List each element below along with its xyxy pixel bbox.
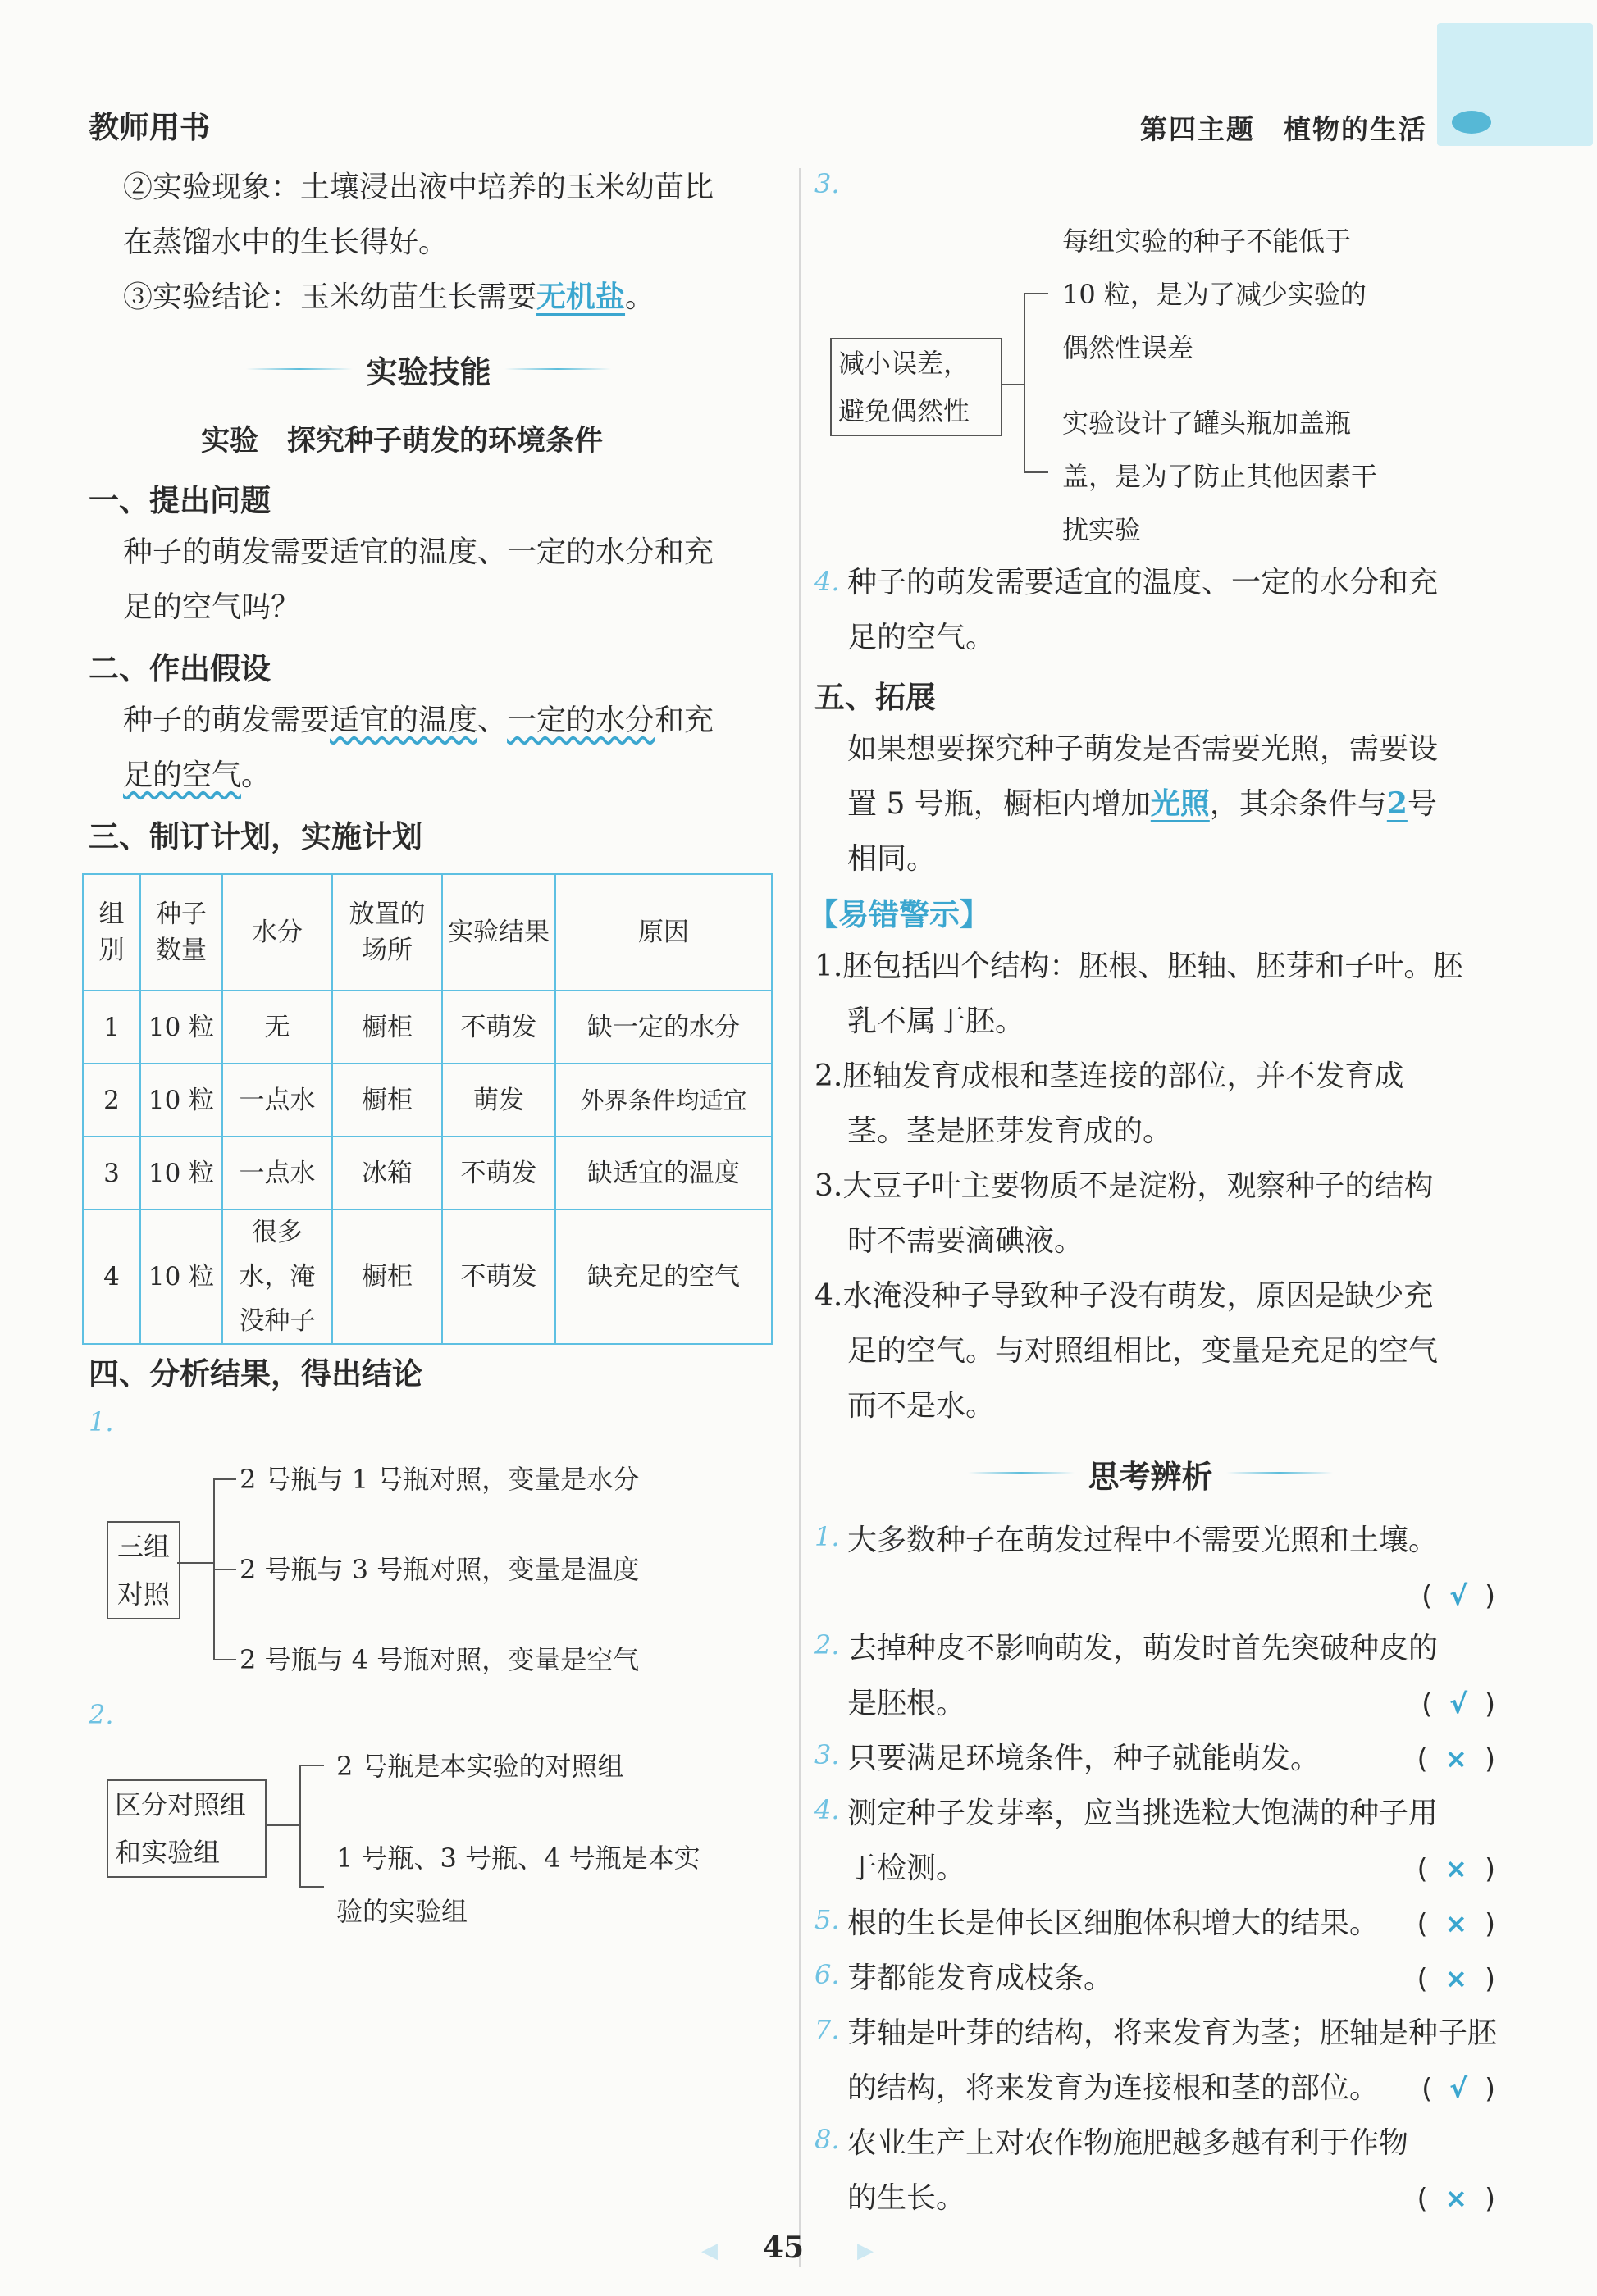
- item-number: 4.: [814, 566, 840, 597]
- table-header: 原因: [555, 874, 772, 991]
- tree2-bracket: [299, 1765, 301, 1888]
- table-header: 种子数量: [140, 874, 222, 991]
- step-1-line-2: 足的空气吗？: [123, 590, 301, 624]
- hypothesis-water: 一定的水分: [507, 704, 655, 737]
- judgement-number: 6.: [814, 1959, 840, 1990]
- table-cell: 缺一定的水分: [555, 991, 772, 1064]
- hypothesis-end: 。: [241, 758, 271, 792]
- table-row: [83, 1210, 772, 1344]
- cross-mark-icon: ×: [1444, 1962, 1468, 1994]
- judgement-item: [814, 1621, 1495, 1731]
- conclusion-end: 。: [625, 280, 655, 314]
- judgement-number: 4.: [814, 1794, 840, 1825]
- warning-heading: 【易错警示】: [808, 897, 990, 932]
- page-number: 45: [763, 2230, 805, 2265]
- step-1-heading: 一、提出问题: [89, 483, 271, 518]
- judgement-answer: ( √ ): [1421, 2072, 1495, 2104]
- extension-line-3: 相同。: [847, 842, 937, 876]
- table-cell: 缺适宜的温度: [555, 1137, 772, 1210]
- table-cell: 10 粒: [140, 1210, 222, 1344]
- section-deco-right: [504, 368, 611, 370]
- warning-line: 2.胚轴发育成根和茎连接的部位，并不发育成: [814, 1059, 1404, 1093]
- table-cell: 萌发: [442, 1064, 555, 1137]
- judgement-answer: ( × ): [1417, 1852, 1495, 1884]
- judgement-number: 8.: [814, 2124, 840, 2155]
- judgement-text: 农业生产上对农作物施肥越多越有利于作物: [847, 2126, 1409, 2160]
- tree3-bracket: [1024, 293, 1025, 473]
- judgement-text: 去掉种皮不影响萌发，萌发时首先突破种皮的: [847, 1632, 1439, 1665]
- warning-line: 3.大豆子叶主要物质不是淀粉，观察种子的结构: [814, 1169, 1434, 1203]
- table-cell: 一点水: [222, 1064, 332, 1137]
- tree3-branch-1-line: 每组实验的种子不能低于: [1062, 226, 1352, 257]
- tree1-branch: 2 号瓶与 3 号瓶对照，变量是温度: [240, 1554, 640, 1585]
- table-cell: 10 粒: [140, 991, 222, 1064]
- judgement-item: [814, 2006, 1498, 2116]
- table-cell: 2: [83, 1064, 140, 1137]
- judgement-text: 芽轴是叶芽的结构，将来发育为茎；胚轴是种子胚: [847, 2016, 1498, 2050]
- table-cell: 4: [83, 1210, 140, 1344]
- table-cell: 冰箱: [332, 1137, 442, 1210]
- column-divider: [799, 168, 801, 2267]
- hypothesis-line-1: [123, 693, 714, 748]
- table-cell: 一点水: [222, 1137, 332, 1210]
- extension-text: 号: [1407, 787, 1437, 821]
- judgement-text: 的结构，将来发育为连接根和茎的部位。: [847, 2071, 1380, 2105]
- judgement-answer: ( × ): [1417, 2182, 1495, 2214]
- table-cell: 橱柜: [332, 1210, 442, 1344]
- cross-mark-icon: ×: [1444, 1742, 1468, 1774]
- tree2-branch: 2 号瓶是本实验的对照组: [336, 1751, 624, 1782]
- step-2-heading: 二、作出假设: [89, 651, 271, 686]
- table-cell: 橱柜: [332, 991, 442, 1064]
- judgement-number: 3.: [814, 1739, 840, 1770]
- header-book-label: 教师用书: [89, 110, 210, 145]
- header-chapter-title: 第四主题 植物的生活: [1140, 113, 1427, 145]
- table-cell: 橱柜: [332, 1064, 442, 1137]
- tree1-tick: [213, 1569, 236, 1570]
- judgement-text: 测定种子发芽率，应当挑选粒大饱满的种子用: [847, 1797, 1439, 1830]
- judgement-text: 于检测。: [847, 1852, 966, 1885]
- extension-text: ，其余条件与: [1209, 787, 1387, 821]
- table-cell: 10 粒: [140, 1064, 222, 1137]
- extension-answer-bottle: 2: [1386, 786, 1408, 821]
- table-header: 放置的场所: [332, 874, 442, 991]
- tree2-root-box: 区分对照组和实验组: [107, 1779, 267, 1878]
- tree3-root-box: 减小误差，避免偶然性: [830, 338, 1002, 436]
- extension-line-1: 如果想要探究种子萌发是否需要光照，需要设: [847, 732, 1439, 766]
- table-cell: 不萌发: [442, 991, 555, 1064]
- cross-mark-icon: ×: [1444, 1907, 1468, 1939]
- table-cell: 3: [83, 1137, 140, 1210]
- table-cell: 10 粒: [140, 1137, 222, 1210]
- answer-4-line-1: 种子的萌发需要适宜的温度、一定的水分和充: [847, 566, 1439, 599]
- section-deco-left: [246, 368, 353, 370]
- hypothesis-temp: 适宜的温度: [330, 704, 478, 737]
- section-title-skills: 实验技能: [366, 354, 491, 390]
- warning-line: 1.胚包括四个结构：胚根、胚轴、胚芽和子叶。胚: [814, 950, 1463, 983]
- step-3-heading: 三、制订计划，实施计划: [89, 819, 422, 854]
- judgement-text: 的生长。: [847, 2181, 966, 2215]
- table-cell: 缺充足的空气: [555, 1210, 772, 1344]
- tree3-branch-2-line: 实验设计了罐头瓶加盖瓶: [1062, 408, 1352, 439]
- tree2-branch: 验的实验组: [336, 1896, 468, 1927]
- extension-text: 置 5 号瓶，橱柜内增加: [847, 787, 1151, 821]
- tree1-tick: [213, 1659, 236, 1660]
- judgement-answer: ( √ ): [1421, 1579, 1495, 1611]
- table-row: [83, 991, 772, 1064]
- sprout-icon: [1452, 111, 1491, 134]
- conclusion-line: [123, 270, 655, 325]
- judgement-text: 根的生长是伸长区细胞体积增大的结果。: [847, 1906, 1380, 1940]
- warning-line: 足的空气。与对照组相比，变量是充足的空气: [847, 1334, 1439, 1368]
- table-header: 水分: [222, 874, 332, 991]
- extension-line-2: [847, 777, 1437, 831]
- tree1-root-box: 三组对照: [107, 1521, 180, 1620]
- observation-line-1: ②实验现象：土壤浸出液中培养的玉米幼苗比: [123, 171, 714, 204]
- step-5-heading: 五、拓展: [814, 680, 936, 715]
- table-row: [83, 1137, 772, 1210]
- hypothesis-air: 足的空气: [123, 758, 242, 792]
- warning-line: 而不是水。: [847, 1389, 996, 1423]
- observation-line-2: 在蒸馏水中的生长得好。: [123, 226, 449, 259]
- warning-line: 时不需要滴碘液。: [847, 1224, 1084, 1258]
- experiment-table: [82, 873, 773, 1345]
- warning-line: 4.水淹没种子导致种子没有萌发，原因是缺少充: [814, 1279, 1434, 1313]
- tree3-branch-1-line: 偶然性误差: [1062, 332, 1194, 363]
- table-cell: 不萌发: [442, 1210, 555, 1344]
- item-number: 3.: [814, 168, 840, 199]
- judgement-item: [814, 2116, 1495, 2225]
- tree3-branch-2-line: 盖，是为了防止其他因素干: [1062, 461, 1378, 492]
- tree3-tick: [1024, 472, 1048, 473]
- hypothesis-text: 种子的萌发需要: [123, 704, 331, 737]
- tree2-tick: [299, 1765, 324, 1766]
- section-deco-left: [968, 1472, 1075, 1474]
- answer-4-line-2: 足的空气。: [847, 621, 996, 654]
- check-mark-icon: √: [1449, 1579, 1468, 1611]
- tree2-connector: [267, 1824, 299, 1826]
- hypothesis-sep: 、: [477, 704, 508, 737]
- conclusion-text: ③实验结论：玉米幼苗生长需要: [123, 280, 537, 314]
- judgement-answer: ( × ): [1417, 1742, 1495, 1774]
- check-mark-icon: √: [1449, 2072, 1468, 2104]
- judgement-text: 只要满足环境条件，种子就能萌发。: [847, 1742, 1321, 1775]
- table-cell: 不萌发: [442, 1137, 555, 1210]
- judgement-item: [814, 1951, 1495, 2006]
- judgement-number: 1.: [814, 1521, 840, 1552]
- item-number: 1.: [89, 1406, 114, 1437]
- tree1-connector: [177, 1562, 213, 1564]
- judgement-item: [814, 1513, 1495, 1621]
- table-header: 组别: [83, 874, 140, 991]
- step-4-heading: 四、分析结果，得出结论: [89, 1356, 422, 1392]
- section-deco-right: [1226, 1472, 1333, 1474]
- check-mark-icon: √: [1449, 1688, 1468, 1720]
- judgement-answer: ( √ ): [1421, 1688, 1495, 1720]
- judgement-text: 芽都能发育成枝条。: [847, 1961, 1114, 1995]
- tree3-branch-2-line: 扰实验: [1062, 514, 1142, 545]
- tree1-tick: [213, 1478, 236, 1480]
- hypothesis-line-2: [123, 748, 271, 803]
- table-cell: 1: [83, 991, 140, 1064]
- hypothesis-and: 和充: [655, 704, 714, 737]
- warning-line: 乳不属于胚。: [847, 1004, 1025, 1038]
- conclusion-answer: 无机盐: [536, 280, 626, 314]
- table-header-row: [83, 874, 772, 991]
- judgement-number: 2.: [814, 1629, 840, 1660]
- table-cell: 外界条件均适宜: [555, 1064, 772, 1137]
- judgement-list: [814, 1513, 1498, 2225]
- tree3-branch-1-line: 10 粒，是为了减少实验的: [1062, 279, 1367, 310]
- table-cell: 很多水，淹没种子: [222, 1210, 332, 1344]
- judgement-item: [814, 1786, 1495, 1896]
- extension-answer-light: 光照: [1150, 786, 1210, 821]
- tree2-branch: 1 号瓶、3 号瓶、4 号瓶是本实: [336, 1843, 700, 1874]
- judgement-number: 5.: [814, 1904, 840, 1935]
- tree3-tick: [1024, 293, 1048, 294]
- judgement-item: [814, 1731, 1495, 1786]
- page-prev-arrow-icon: ◀: [701, 2239, 718, 2263]
- section-title-thinking: 思考辨析: [1088, 1459, 1213, 1495]
- judgement-number: 7.: [814, 2014, 840, 2045]
- page-next-arrow-icon: ▶: [857, 2239, 874, 2263]
- experiment-title: 实验 探究种子萌发的环境条件: [201, 425, 604, 458]
- judgement-text: 是胚根。: [847, 1687, 966, 1720]
- tree2-tick: [299, 1886, 324, 1888]
- judgement-item: [814, 1896, 1495, 1951]
- judgement-answer: ( × ): [1417, 1907, 1495, 1939]
- judgement-answer: ( × ): [1417, 1962, 1495, 1994]
- warning-list: [814, 939, 1462, 1433]
- judgement-text: 大多数种子在萌发过程中不需要光照和土壤。: [847, 1524, 1439, 1557]
- cross-mark-icon: ×: [1444, 1852, 1468, 1884]
- table-header: 实验结果: [442, 874, 555, 991]
- item-number: 2.: [89, 1699, 114, 1730]
- cross-mark-icon: ×: [1444, 2182, 1468, 2214]
- tree1-branch: 2 号瓶与 1 号瓶对照，变量是水分: [240, 1464, 640, 1495]
- warning-line: 茎。茎是胚芽发育成的。: [847, 1114, 1173, 1148]
- step-1-line-1: 种子的萌发需要适宜的温度、一定的水分和充: [123, 535, 714, 569]
- table-cell: 无: [222, 991, 332, 1064]
- tree3-connector: [1001, 384, 1024, 385]
- tree1-branch: 2 号瓶与 4 号瓶对照，变量是空气: [240, 1644, 640, 1675]
- table-row: [83, 1064, 772, 1137]
